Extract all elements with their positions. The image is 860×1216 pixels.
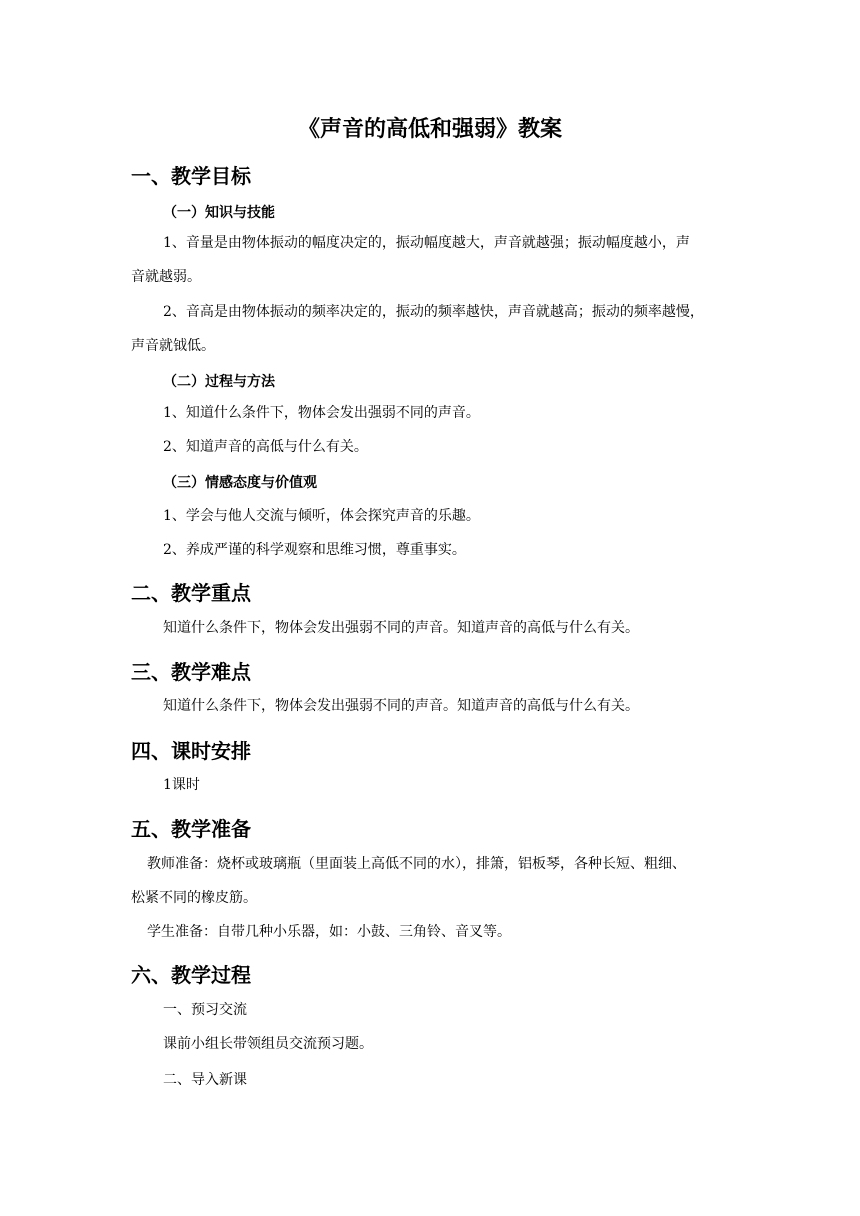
- paragraph-student-prep: 学生准备：自带几种小乐器，如：小鼓、三角铃、音叉等。: [147, 924, 511, 940]
- paragraph-knowledge-2-line2: 声音就钺低。: [131, 338, 215, 354]
- document-title: 《声音的高低和强弱》教案: [297, 117, 562, 142]
- section-heading-preparation: 五、教学准备: [131, 817, 251, 841]
- section-heading-objectives: 一、教学目标: [131, 164, 251, 188]
- paragraph-step-preview: 一、预习交流: [163, 1002, 247, 1018]
- paragraph-values-1: 1、学会与他人交流与倾听，体会探究声音的乐趣。: [163, 508, 480, 524]
- paragraph-teacher-prep-line1: 教师准备：烧杯或玻璃瓶（里面装上高低不同的水），排箫，铝板琴，各种长短、粗细、: [147, 856, 686, 872]
- section-heading-key-points: 二、教学重点: [131, 581, 251, 605]
- paragraph-knowledge-1-line1: 1、音量是由物体振动的幅度决定的，振动幅度越大，声音就越强；振动幅度越小，声: [163, 235, 690, 251]
- paragraph-difficulties: 知道什么条件下，物体会发出强弱不同的声音。知道声音的高低与什么有关。: [163, 698, 639, 714]
- paragraph-teacher-prep-line2: 松紧不同的橡皮筋。: [131, 890, 257, 906]
- paragraph-step-preview-text: 课前小组长带领组员交流预习题。: [163, 1036, 373, 1052]
- paragraph-key-points: 知道什么条件下，物体会发出强弱不同的声音。知道声音的高低与什么有关。: [163, 620, 639, 636]
- subheading-knowledge-skills: （一）知识与技能: [163, 205, 275, 221]
- section-heading-difficulties: 三、教学难点: [131, 660, 251, 684]
- paragraph-method-1: 1、知道什么条件下，物体会发出强弱不同的声音。: [163, 405, 480, 421]
- paragraph-values-2: 2、养成严谨的科学观察和思维习惯，尊重事实。: [163, 542, 466, 558]
- paragraph-schedule: 1课时: [163, 777, 200, 793]
- section-heading-schedule: 四、课时安排: [131, 739, 251, 763]
- paragraph-knowledge-2-line1: 2、音高是由物体振动的频率决定的，振动的频率越快，声音就越高；振动的频率越慢，: [163, 304, 704, 320]
- paragraph-knowledge-1-line2: 音就越弱。: [131, 269, 201, 285]
- section-heading-process: 六、教学过程: [131, 963, 251, 987]
- paragraph-step-intro: 二、导入新课: [163, 1072, 247, 1088]
- paragraph-method-2: 2、知道声音的高低与什么有关。: [163, 439, 368, 455]
- subheading-process-method: （二）过程与方法: [163, 374, 275, 390]
- subheading-values: （三）情感态度与价值观: [163, 475, 317, 491]
